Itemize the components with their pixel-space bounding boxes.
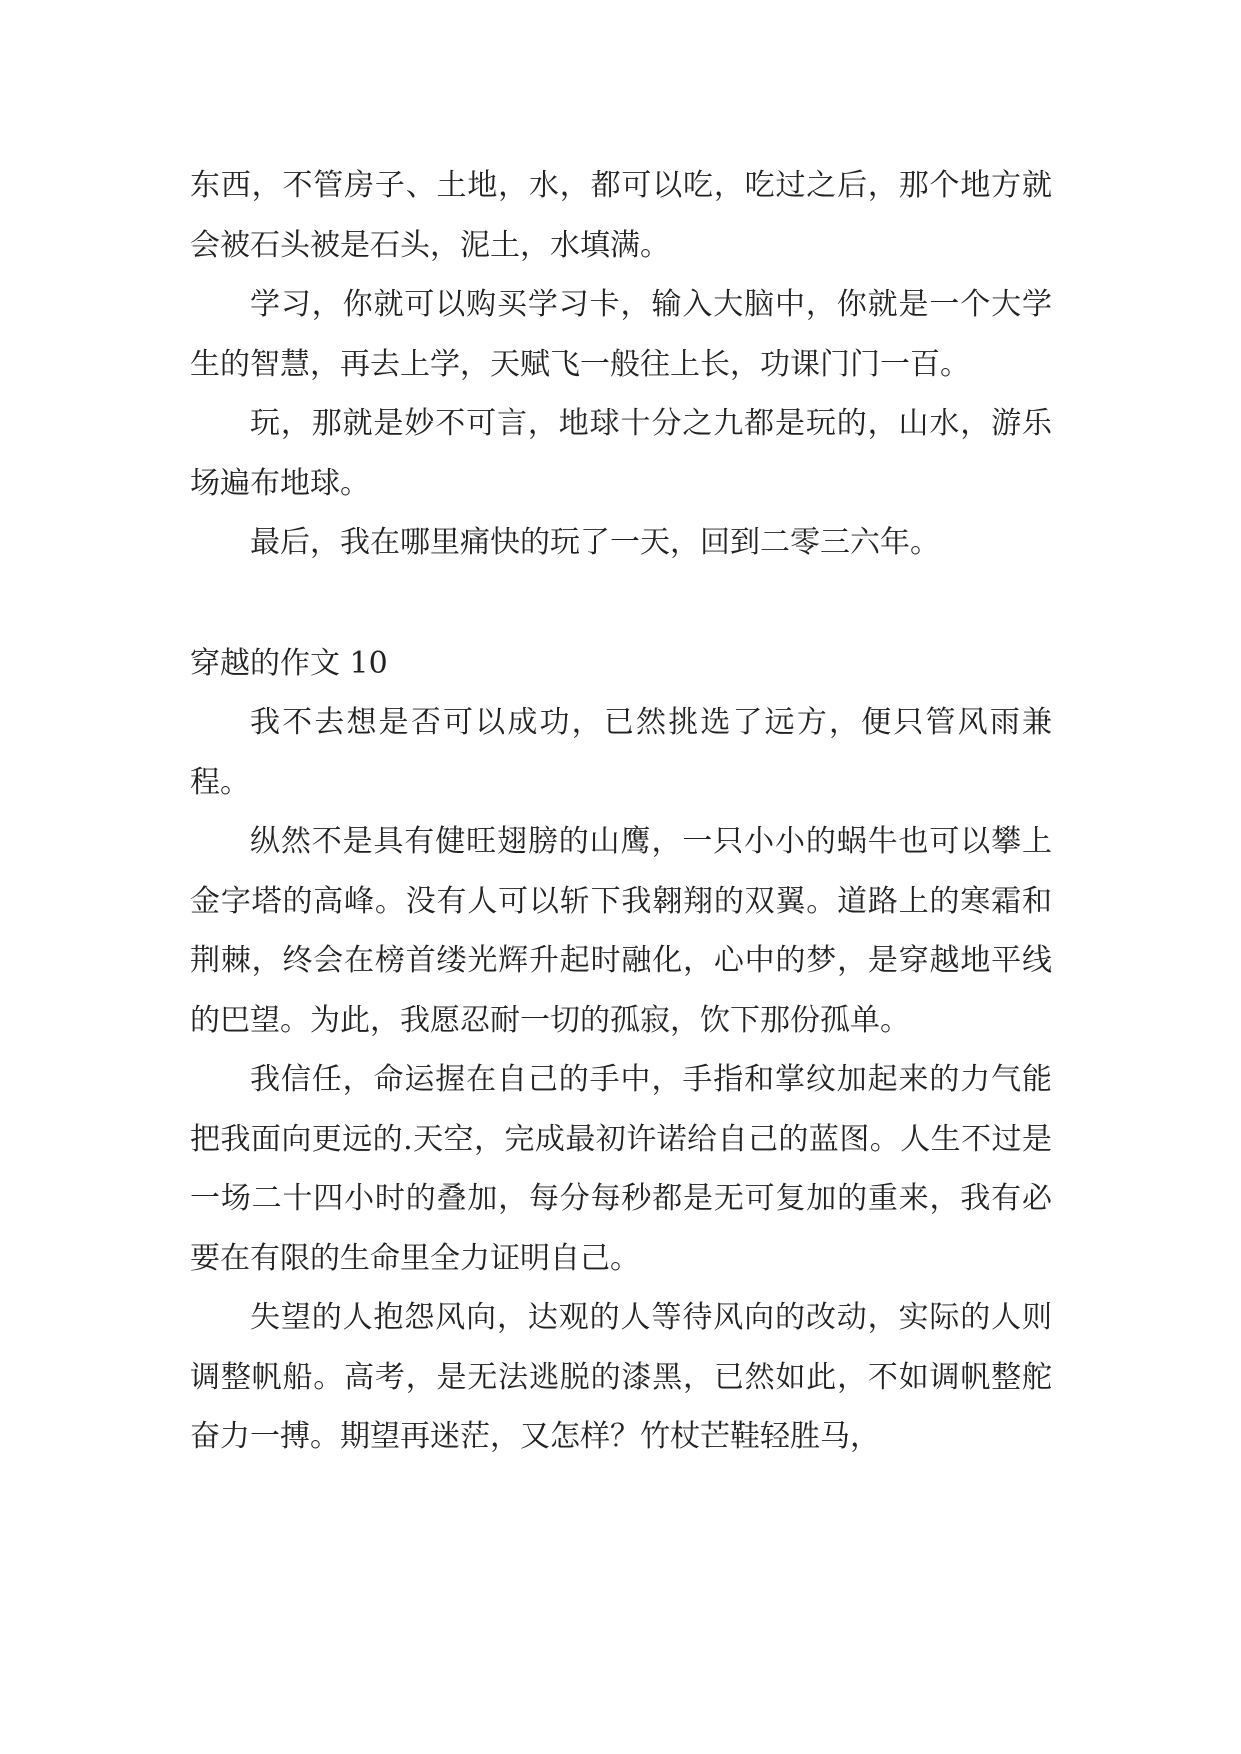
paragraph: 我信任，命运握在自己的手中，手指和掌纹加起来的力气能把我面向更远的.天空，完成最初许诺给自己的蓝图。人生不过是一场二十四小时的叠加，每分每秒都是无可复加的重来，我有必要在有限的生命里全力证明自己。 (190, 1062, 1052, 1276)
section-title: 穿越的作文 10 (190, 645, 388, 681)
paragraph: 失望的人抱怨风向，达观的人等待风向的改动，实际的人则调整帆船。高考，是无法逃脱的漆黑，已然如此，不如调帆整舵奋力一搏。期望再迷茫，又怎样？竹杖芒鞋轻胜马， (190, 1300, 1052, 1454)
document-body (190, 156, 1052, 1467)
paragraph: 最后，我在哪里痛快的玩了一天，回到二零三六年。 (250, 525, 940, 560)
paragraph: 玩，那就是妙不可言，地球十分之九都是玩的，山水，游乐场遍布地球。 (190, 406, 1052, 501)
paragraph-continued: 东西，不管房子、土地，水，都可以吃，吃过之后，那个地方就会被石头被是石头，泥土，水填满。 (190, 168, 1052, 263)
paragraph: 纵然不是具有健旺翅膀的山鹰，一只小小的蜗牛也可以攀上金字塔的高峰。没有人可以斩下我翱翔的双翼。道路上的寒霜和荆棘，终会在榜首缕光辉升起时融化，心中的梦，是穿越地平线的巴望。为此，我愿忍耐一切的孤寂，饮下那份孤单。 (190, 824, 1052, 1038)
paragraph: 学习，你就可以购买学习卡，输入大脑中，你就是一个大学生的智慧，再去上学，天赋飞一般往上长，功课门门一百。 (190, 287, 1052, 382)
paragraph: 我不去想是否可以成功，已然挑选了远方，便只管风雨兼程。 (190, 705, 1052, 800)
